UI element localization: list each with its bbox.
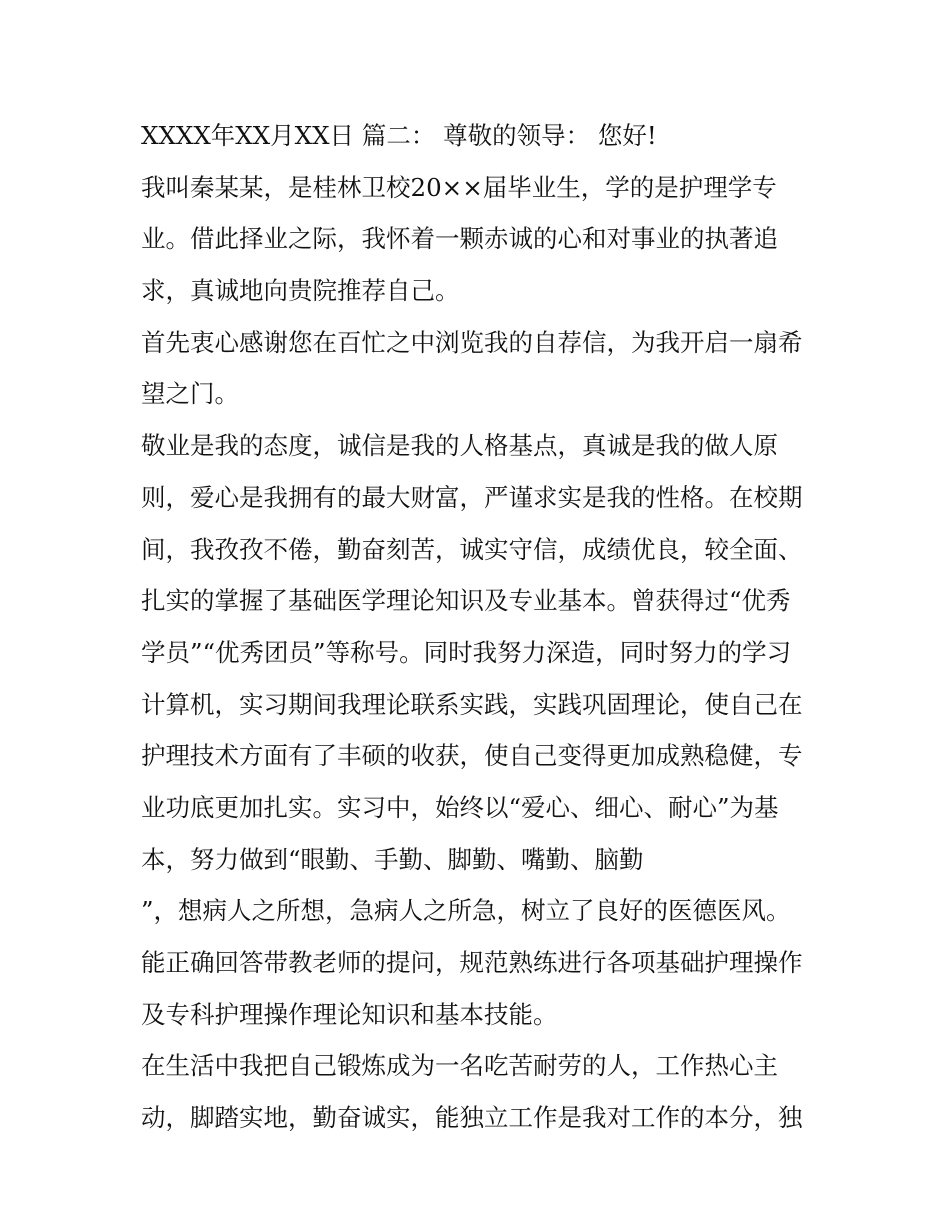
- text-line: 护理技术方面有了丰硕的收获，使自己变得更加成熟稳健，专: [141, 741, 803, 771]
- text-line: XXXX年XX月XX日 篇二： 尊敬的领导： 您好!: [141, 121, 657, 150]
- letter-body: [141, 110, 821, 1144]
- text-line: 求，真诚地向贵院推荐自己。: [141, 276, 460, 306]
- text-line: 则，爱心是我拥有的最大财富，严谨求实是我的性格。在校期: [141, 482, 803, 512]
- text-line: 扎实的掌握了基础医学理论知识及专业基本。曾获得过“优秀: [141, 586, 791, 616]
- text-line: 及专科护理操作理论知识和基本技能。: [141, 999, 558, 1029]
- text-line: 业。借此择业之际，我怀着一颗赤诚的心和对事业的执著追: [141, 224, 778, 254]
- text-line: 动，脚踏实地，勤奋诚实，能独立工作是我对工作的本分，独: [141, 1103, 803, 1133]
- text-line: 间，我孜孜不倦，勤奋刻苦，诚实守信，成绩优良，较全面、: [141, 534, 803, 564]
- text-line: 我叫秦某某，是桂林卫校20××届毕业生，学的是护理学专: [141, 172, 777, 202]
- text-line: 敬业是我的态度，诚信是我的人格基点，真诚是我的做人原: [141, 431, 778, 461]
- text-line: 在生活中我把自己锻炼成为一名吃苦耐劳的人，工作热心主: [141, 1051, 778, 1081]
- text-line: 首先衷心感谢您在百忙之中浏览我的自荐信，为我开启一扇希: [141, 327, 803, 357]
- text-line: 本，努力做到“眼勤、手勤、脚勤、嘴勤、脑勤: [141, 844, 644, 874]
- text-line: 计算机，实习期间我理论联系实践，实践巩固理论，使自己在: [141, 689, 803, 719]
- text-line: ”，想病人之所想，急病人之所急，树立了良好的医德医风。: [141, 896, 791, 926]
- text-line: 学员”“优秀团员”等称号。同时我努力深造，同时努力的学习: [141, 637, 792, 667]
- text-line: 望之门。: [141, 379, 239, 409]
- text-line: 业功底更加扎实。实习中，始终以“爱心、细心、耐心”为基: [141, 792, 779, 822]
- text-line: 能正确回答带教老师的提问，规范熟练进行各项基础护理操作: [141, 948, 803, 977]
